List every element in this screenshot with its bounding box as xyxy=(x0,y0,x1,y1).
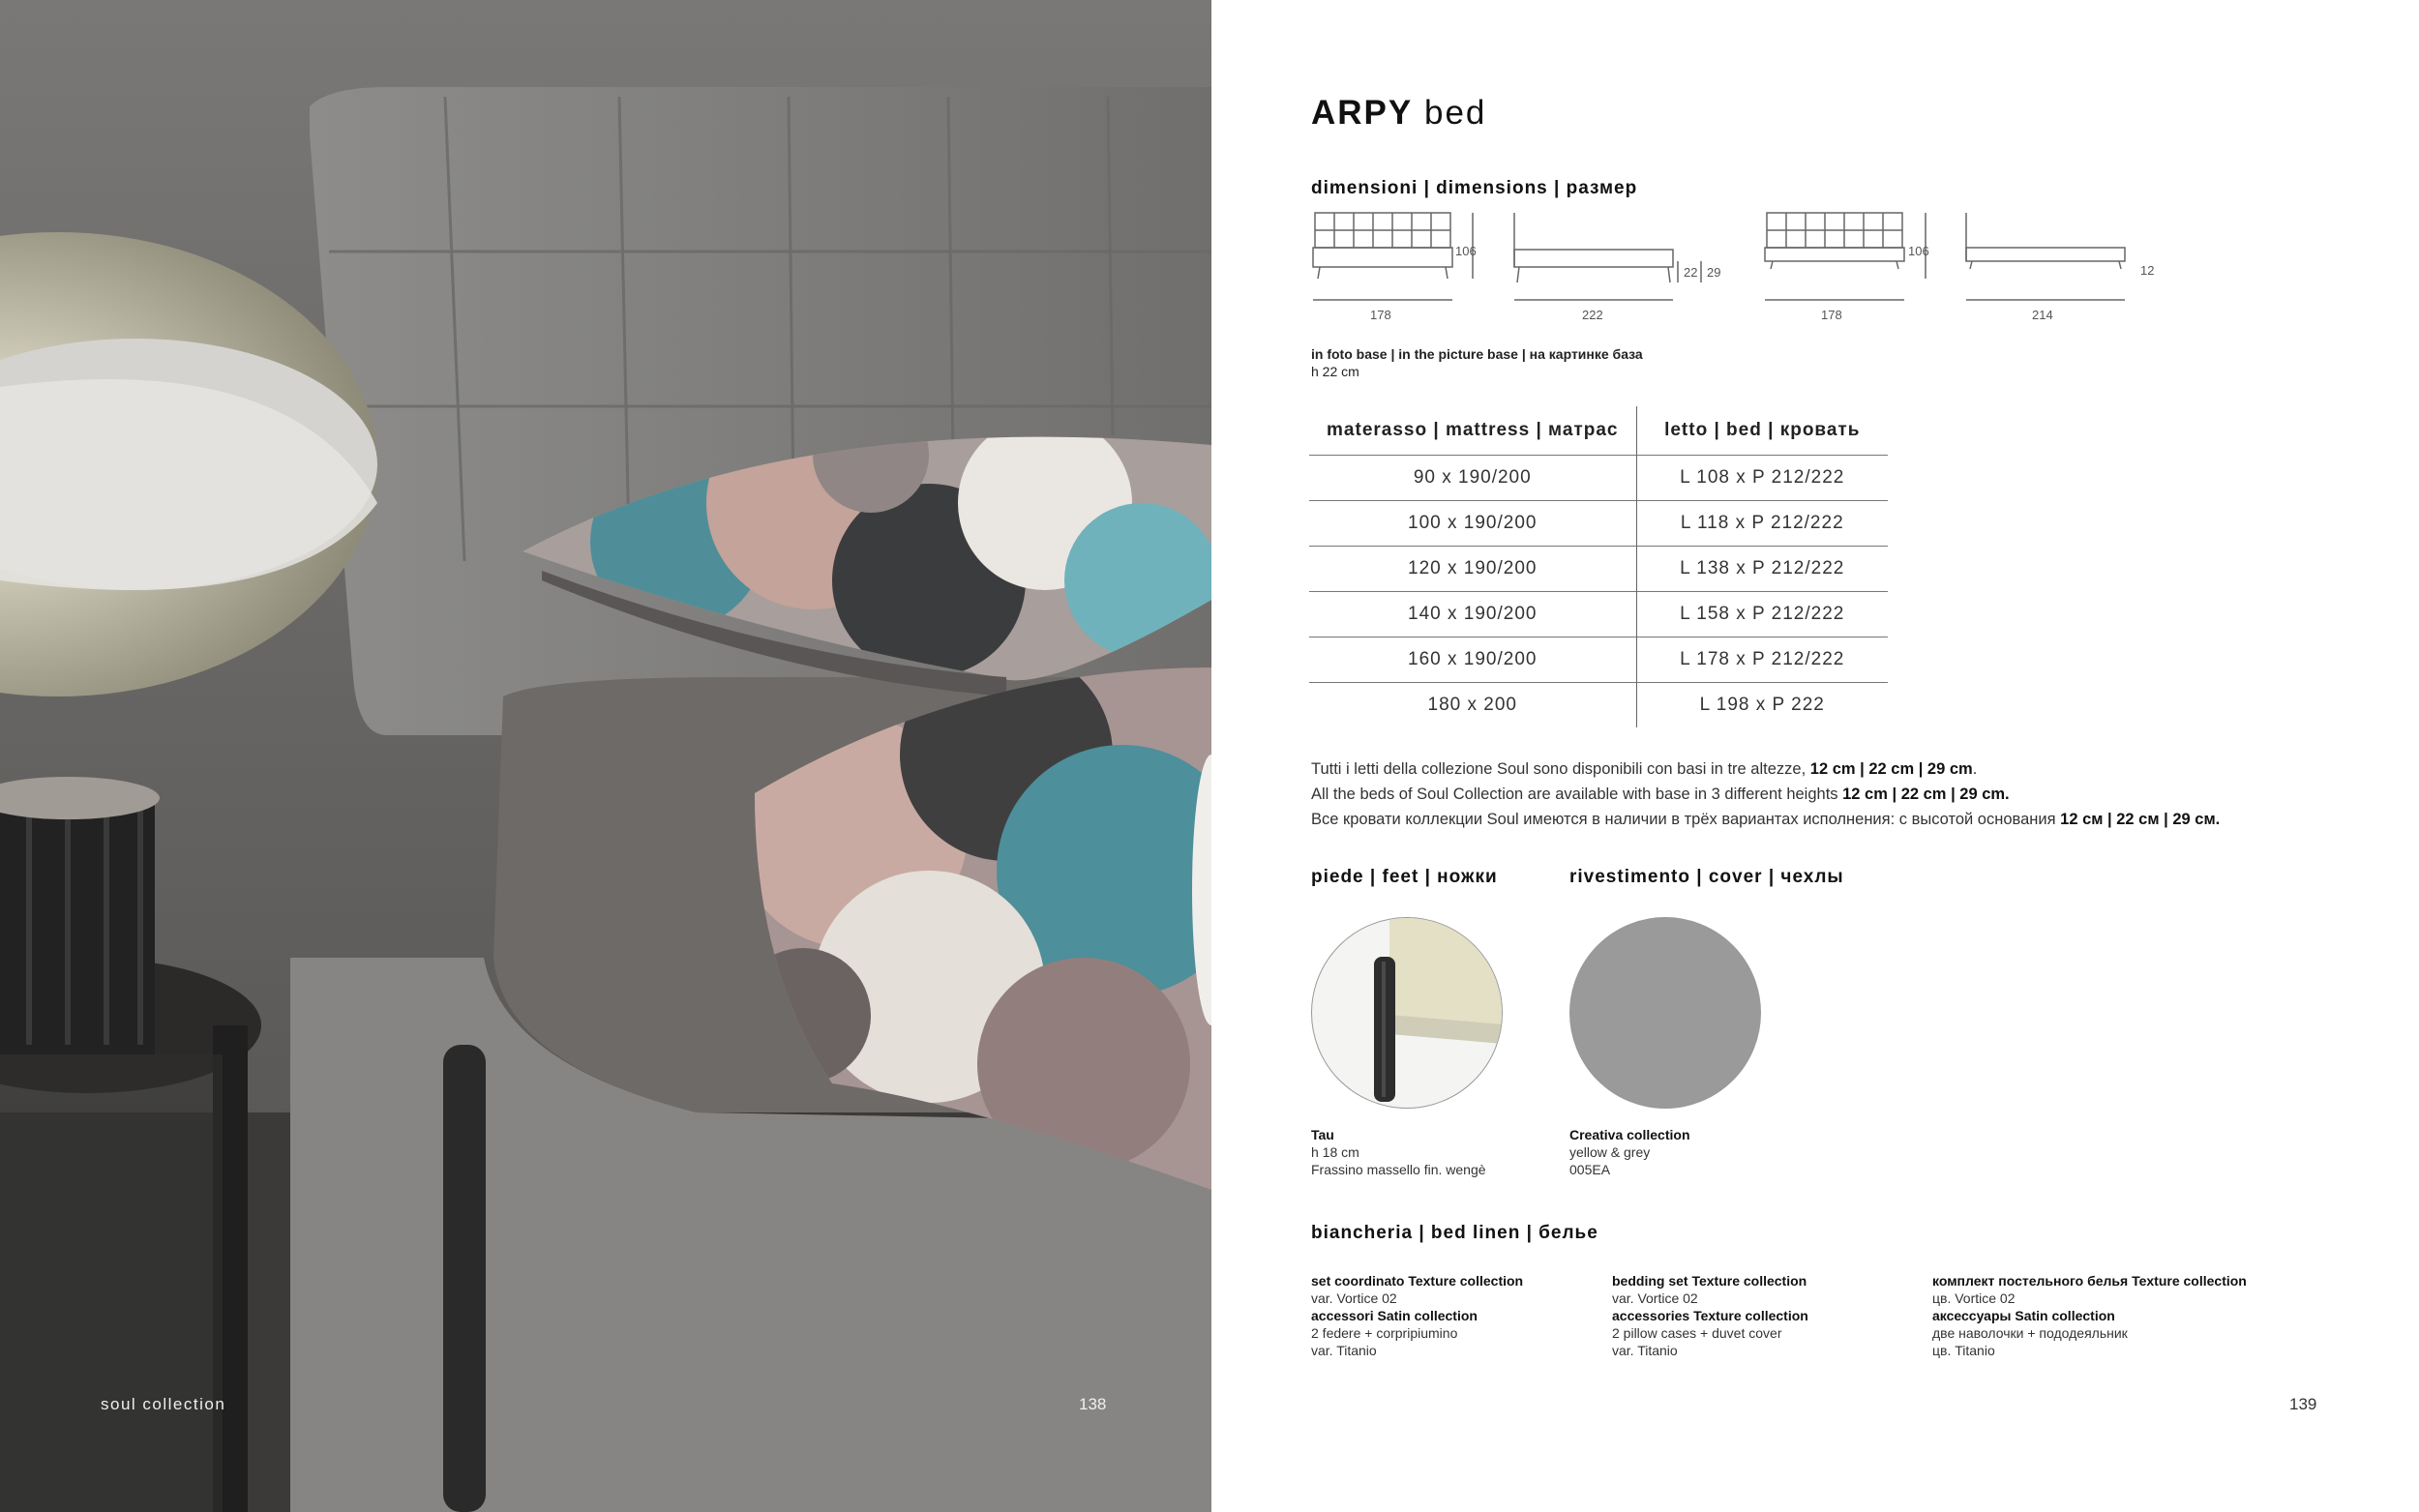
availability-it-end: . xyxy=(1972,760,1978,778)
mattress-column-header: materasso | mattress | матрас xyxy=(1309,406,1636,455)
cover-heading: rivestimento | cover | чехлы xyxy=(1569,867,1844,887)
dimension-drawings xyxy=(1308,205,2179,331)
availability-en-heights: 12 cm | 22 cm | 29 cm. xyxy=(1842,786,2010,803)
feet-swatch xyxy=(1311,917,1503,1109)
mattress-size: 140 x 190/200 xyxy=(1309,591,1636,637)
linen-it xyxy=(1311,1272,1523,1359)
dimensions-heading: dimensioni | dimensions | размер xyxy=(1311,178,1638,198)
feet-heading: piede | feet | ножки xyxy=(1311,867,1498,887)
product-title xyxy=(1311,94,1486,133)
bed-size: L 108 x P 212/222 xyxy=(1636,455,1888,500)
table-row xyxy=(1309,682,1888,727)
page-number-right: 139 xyxy=(2289,1395,2317,1413)
availability-ru-heights: 12 см | 22 см | 29 см. xyxy=(2060,811,2221,828)
base-label-b: 12 xyxy=(2140,263,2155,278)
bed-height-label: 29 xyxy=(1707,265,1721,280)
bed-size: L 178 x P 212/222 xyxy=(1636,637,1888,682)
height-label-a: 106 xyxy=(1455,244,1477,258)
linen-en-acc-desc: 2 pillow cases + duvet cover xyxy=(1612,1325,1782,1341)
mattress-size: 120 x 190/200 xyxy=(1309,546,1636,591)
mattress-size: 160 x 190/200 xyxy=(1309,637,1636,682)
base-note xyxy=(1311,345,1643,380)
table-row xyxy=(1309,591,1888,637)
linen-it-acc: accessori Satin collection xyxy=(1311,1308,1478,1323)
table-row xyxy=(1309,637,1888,682)
size-table xyxy=(1309,406,1888,727)
linen-it-acc-var: var. Titanio xyxy=(1311,1343,1377,1358)
availability-it-heights: 12 cm | 22 cm | 29 cm xyxy=(1809,760,1973,778)
feet-height: h 18 cm xyxy=(1311,1144,1359,1160)
bed-size: L 198 x P 222 xyxy=(1636,682,1888,727)
table-row xyxy=(1309,546,1888,591)
title-type: bed xyxy=(1423,94,1487,132)
base-note-label: in foto base | in the picture base | на картинке база xyxy=(1311,346,1643,362)
base-note-value: h 22 cm xyxy=(1311,364,1359,379)
mattress-size: 90 x 190/200 xyxy=(1309,455,1636,500)
width-label-b: 178 xyxy=(1821,308,1842,322)
availability-it-text: Tutti i letti della collezione Soul sono disponibili con basi in tre altezze, xyxy=(1311,760,1810,778)
spec-page xyxy=(1211,0,2419,1512)
length-label-a: 222 xyxy=(1582,308,1603,322)
cover-name: Creativa collection xyxy=(1569,1127,1690,1142)
mattress-size: 100 x 190/200 xyxy=(1309,500,1636,546)
feet-finish: Frassino massello fin. wengè xyxy=(1311,1162,1486,1177)
linen-it-acc-desc: 2 federe + corpripiumino xyxy=(1311,1325,1458,1341)
collection-footer: soul collection xyxy=(101,1395,226,1413)
linen-heading: biancheria | bed linen | белье xyxy=(1311,1223,1598,1243)
length-label-b: 214 xyxy=(2032,308,2053,322)
table-row xyxy=(1309,500,1888,546)
leg-image xyxy=(1312,918,1503,1109)
linen-en-acc-var: var. Titanio xyxy=(1612,1343,1678,1358)
availability-note xyxy=(1311,756,2220,832)
linen-it-set: set coordinato Texture collection xyxy=(1311,1273,1524,1289)
bed-size: L 138 x P 212/222 xyxy=(1636,546,1888,591)
linen-ru-acc-desc: две наволочки + пододеяльник xyxy=(1932,1325,2128,1341)
base-height-label: 22 xyxy=(1684,265,1698,280)
feet-name: Tau xyxy=(1311,1127,1334,1142)
cover-code: 005EA xyxy=(1569,1162,1611,1177)
availability-ru-text: Все кровати коллекции Soul имеются в наличии в трёх вариантах исполнения: с высотой основания xyxy=(1311,811,2061,828)
linen-en-acc: accessories Texture collection xyxy=(1612,1308,1808,1323)
bed-column-header: letto | bed | кровать xyxy=(1664,419,1861,440)
bed-size: L 158 x P 212/222 xyxy=(1636,591,1888,637)
feet-caption xyxy=(1311,1126,1486,1178)
cover-swatch xyxy=(1569,917,1761,1109)
linen-ru xyxy=(1932,1272,2247,1359)
linen-it-set-var: var. Vortice 02 xyxy=(1311,1290,1397,1306)
linen-ru-acc: аксессуары Satin collection xyxy=(1932,1308,2115,1323)
linen-en-set-var: var. Vortice 02 xyxy=(1612,1290,1698,1306)
availability-ru xyxy=(1311,807,2220,832)
linen-ru-set-var: цв. Vortice 02 xyxy=(1932,1290,2016,1306)
cover-color: yellow & grey xyxy=(1569,1144,1651,1160)
availability-en xyxy=(1311,782,2220,807)
linen-en-set: bedding set Texture collection xyxy=(1612,1273,1807,1289)
bed-size: L 118 x P 212/222 xyxy=(1636,500,1888,546)
availability-en-text: All the beds of Soul Collection are available with base in 3 different heights xyxy=(1311,786,1843,803)
linen-ru-set: комплект постельного белья Texture collection xyxy=(1932,1273,2247,1289)
table-row xyxy=(1309,455,1888,500)
title-brand: ARPY xyxy=(1311,94,1414,132)
height-label-b: 106 xyxy=(1908,244,1929,258)
mattress-size: 180 x 200 xyxy=(1309,682,1636,727)
availability-it xyxy=(1311,756,2220,782)
cover-caption xyxy=(1569,1126,1690,1178)
page-number-left: 138 xyxy=(1079,1395,1107,1413)
linen-en xyxy=(1612,1272,1808,1359)
linen-ru-acc-var: цв. Titanio xyxy=(1932,1343,1995,1358)
width-label-a: 178 xyxy=(1370,308,1391,322)
